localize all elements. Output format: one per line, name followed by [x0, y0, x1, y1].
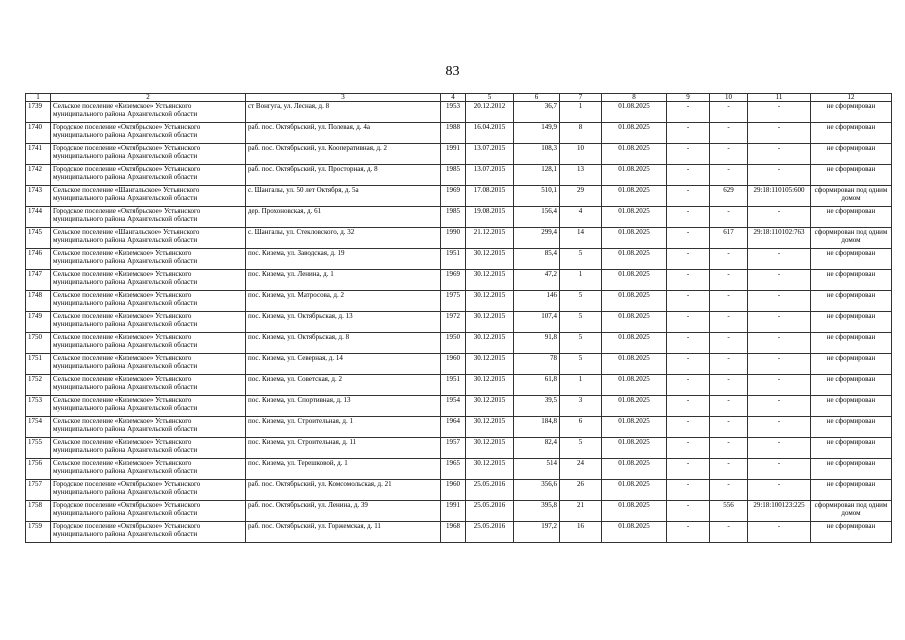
registry-table	[25, 93, 892, 543]
cell-10-cell: -	[710, 291, 748, 312]
municipality-cell: Сельское поселение «Киземское» Устьянского муниципального района Архангельской области	[51, 396, 246, 417]
land-status-cell: не сформирован	[811, 375, 892, 396]
table-row	[26, 249, 892, 270]
municipality-cell: Сельское поселение «Киземское» Устьянского муниципального района Архангельской области	[51, 438, 246, 459]
year-built-cell: 1954	[441, 396, 466, 417]
area-cell: 149,9	[514, 123, 560, 144]
date-recognized-cell: 25.05.2016	[466, 522, 514, 543]
cell-9-cell: -	[667, 501, 710, 522]
municipality-cell: Сельское поселение «Киземское» Устьянского муниципального района Архангельской области	[51, 249, 246, 270]
row-number-cell: 1743	[26, 186, 51, 207]
residents-cell: 5	[560, 312, 602, 333]
municipality-cell: Сельское поселение «Киземское» Устьянского муниципального района Архангельской области	[51, 333, 246, 354]
table-row	[26, 501, 892, 522]
cadastral-number-cell: -	[748, 312, 811, 333]
col-header: 4	[441, 94, 466, 102]
col-header: 1	[26, 94, 51, 102]
row-number-cell: 1749	[26, 312, 51, 333]
area-cell: 128,1	[514, 165, 560, 186]
land-status-cell: не сформирован	[811, 207, 892, 228]
table-row	[26, 228, 892, 249]
cell-10-cell: -	[710, 123, 748, 144]
municipality-cell: Сельское поселение «Киземское» Устьянского муниципального района Архангельской области	[51, 375, 246, 396]
residents-cell: 5	[560, 333, 602, 354]
cell-9-cell: -	[667, 522, 710, 543]
address-cell: ст Вонгуга, ул. Лесная, д. 8	[246, 102, 441, 123]
cadastral-number-cell: -	[748, 207, 811, 228]
cadastral-number-cell: -	[748, 291, 811, 312]
date-recognized-cell: 25.05.2016	[466, 480, 514, 501]
col-header: 3	[246, 94, 441, 102]
deadline-cell: 01.08.2025	[602, 270, 667, 291]
residents-cell: 13	[560, 165, 602, 186]
cell-9-cell: -	[667, 417, 710, 438]
cadastral-number-cell: -	[748, 459, 811, 480]
residents-cell: 14	[560, 228, 602, 249]
table-row	[26, 459, 892, 480]
cell-10-cell: -	[710, 144, 748, 165]
row-number-cell: 1747	[26, 270, 51, 291]
cadastral-number-cell: -	[748, 144, 811, 165]
area-cell: 197,2	[514, 522, 560, 543]
cell-9-cell: -	[667, 438, 710, 459]
residents-cell: 1	[560, 102, 602, 123]
table-row	[26, 480, 892, 501]
date-recognized-cell: 30.12.2015	[466, 333, 514, 354]
residents-cell: 24	[560, 459, 602, 480]
row-number-cell: 1755	[26, 438, 51, 459]
col-header: 11	[748, 94, 811, 102]
area-cell: 107,4	[514, 312, 560, 333]
area-cell: 510,1	[514, 186, 560, 207]
deadline-cell: 01.08.2025	[602, 438, 667, 459]
row-number-cell: 1756	[26, 459, 51, 480]
row-number-cell: 1740	[26, 123, 51, 144]
date-recognized-cell: 30.12.2015	[466, 291, 514, 312]
land-status-cell: не сформирован	[811, 249, 892, 270]
cell-9-cell: -	[667, 312, 710, 333]
land-status-cell: не сформирован	[811, 417, 892, 438]
area-cell: 82,4	[514, 438, 560, 459]
cell-9-cell: -	[667, 354, 710, 375]
year-built-cell: 1950	[441, 333, 466, 354]
land-status-cell: не сформирован	[811, 312, 892, 333]
municipality-cell: Сельское поселение «Киземское» Устьянского муниципального района Архангельской области	[51, 417, 246, 438]
cell-10-cell: -	[710, 312, 748, 333]
address-cell: пос. Кизема, ул. Матросова, д. 2	[246, 291, 441, 312]
cell-10-cell: -	[710, 522, 748, 543]
municipality-cell: Городское поселение «Октябрьское» Устьянского муниципального района Архангельской области	[51, 123, 246, 144]
col-header: 10	[710, 94, 748, 102]
land-status-cell: не сформирован	[811, 438, 892, 459]
cadastral-number-cell: -	[748, 123, 811, 144]
date-recognized-cell: 25.05.2016	[466, 501, 514, 522]
col-header: 5	[466, 94, 514, 102]
municipality-cell: Сельское поселение «Киземское» Устьянского муниципального района Архангельской области	[51, 312, 246, 333]
table-row	[26, 354, 892, 375]
municipality-cell: Сельское поселение «Шангальское» Устьянского муниципального района Архангельской области	[51, 228, 246, 249]
address-cell: пос. Кизема, ул. Ленина, д. 1	[246, 270, 441, 291]
area-cell: 39,5	[514, 396, 560, 417]
area-cell: 395,8	[514, 501, 560, 522]
land-status-cell: сформирован под одним домом	[811, 186, 892, 207]
residents-cell: 16	[560, 522, 602, 543]
address-cell: пос. Кизема, ул. Строительная, д. 1	[246, 417, 441, 438]
municipality-cell: Сельское поселение «Киземское» Устьянского муниципального района Архангельской области	[51, 354, 246, 375]
residents-cell: 1	[560, 270, 602, 291]
cell-10-cell: 629	[710, 186, 748, 207]
table-row	[26, 186, 892, 207]
date-recognized-cell: 17.08.2015	[466, 186, 514, 207]
table-row	[26, 417, 892, 438]
area-cell: 36,7	[514, 102, 560, 123]
row-number-cell: 1758	[26, 501, 51, 522]
area-cell: 184,8	[514, 417, 560, 438]
col-header: 7	[560, 94, 602, 102]
municipality-cell: Городское поселение «Октябрьское» Устьянского муниципального района Архангельской области	[51, 165, 246, 186]
year-built-cell: 1960	[441, 354, 466, 375]
col-header: 9	[667, 94, 710, 102]
cell-10-cell: -	[710, 438, 748, 459]
table-row	[26, 270, 892, 291]
cell-9-cell: -	[667, 207, 710, 228]
row-number-cell: 1759	[26, 522, 51, 543]
table-row	[26, 396, 892, 417]
address-cell: пос. Кизема, ул. Заводская, д. 19	[246, 249, 441, 270]
date-recognized-cell: 13.07.2015	[466, 144, 514, 165]
col-header: 6	[514, 94, 560, 102]
table-row	[26, 333, 892, 354]
area-cell: 47,2	[514, 270, 560, 291]
deadline-cell: 01.08.2025	[602, 354, 667, 375]
cadastral-number-cell: -	[748, 249, 811, 270]
date-recognized-cell: 30.12.2015	[466, 249, 514, 270]
area-cell: 78	[514, 354, 560, 375]
address-cell: пос. Кизема, ул. Спортивная, д. 13	[246, 396, 441, 417]
cell-10-cell: -	[710, 207, 748, 228]
table-row	[26, 144, 892, 165]
deadline-cell: 01.08.2025	[602, 522, 667, 543]
table-row	[26, 438, 892, 459]
table-row	[26, 291, 892, 312]
deadline-cell: 01.08.2025	[602, 228, 667, 249]
residents-cell: 21	[560, 501, 602, 522]
cell-9-cell: -	[667, 375, 710, 396]
year-built-cell: 1985	[441, 207, 466, 228]
address-cell: пос. Кизема, ул. Советская, д. 2	[246, 375, 441, 396]
row-number-cell: 1746	[26, 249, 51, 270]
area-cell: 61,8	[514, 375, 560, 396]
land-status-cell: не сформирован	[811, 123, 892, 144]
residents-cell: 29	[560, 186, 602, 207]
col-header: 12	[811, 94, 892, 102]
cadastral-number-cell: -	[748, 270, 811, 291]
cadastral-number-cell: -	[748, 438, 811, 459]
row-number-cell: 1753	[26, 396, 51, 417]
year-built-cell: 1965	[441, 459, 466, 480]
year-built-cell: 1972	[441, 312, 466, 333]
land-status-cell: не сформирован	[811, 354, 892, 375]
residents-cell: 5	[560, 249, 602, 270]
area-cell: 91,8	[514, 333, 560, 354]
date-recognized-cell: 13.07.2015	[466, 165, 514, 186]
cadastral-number-cell: 29:18:110102:763	[748, 228, 811, 249]
table-row	[26, 123, 892, 144]
address-cell: раб. пос. Октябрьский, ул. Горжемская, д. 11	[246, 522, 441, 543]
land-status-cell: не сформирован	[811, 291, 892, 312]
deadline-cell: 01.08.2025	[602, 144, 667, 165]
cell-9-cell: -	[667, 291, 710, 312]
cadastral-number-cell: -	[748, 417, 811, 438]
address-cell: раб. пос. Октябрьский, ул. Полевая, д. 4а	[246, 123, 441, 144]
land-status-cell: не сформирован	[811, 102, 892, 123]
land-status-cell: не сформирован	[811, 144, 892, 165]
municipality-cell: Городское поселение «Октябрьское» Устьянского муниципального района Архангельской области	[51, 480, 246, 501]
cell-10-cell: -	[710, 270, 748, 291]
row-number-cell: 1739	[26, 102, 51, 123]
residents-cell: 5	[560, 354, 602, 375]
col-header: 8	[602, 94, 667, 102]
date-recognized-cell: 16.04.2015	[466, 123, 514, 144]
land-status-cell: не сформирован	[811, 396, 892, 417]
municipality-cell: Сельское поселение «Киземское» Устьянского муниципального района Архангельской области	[51, 102, 246, 123]
date-recognized-cell: 30.12.2015	[466, 396, 514, 417]
deadline-cell: 01.08.2025	[602, 165, 667, 186]
cell-10-cell: -	[710, 333, 748, 354]
cell-9-cell: -	[667, 102, 710, 123]
municipality-cell: Городское поселение «Октябрьское» Устьянского муниципального района Архангельской области	[51, 501, 246, 522]
cadastral-number-cell: -	[748, 102, 811, 123]
row-number-cell: 1742	[26, 165, 51, 186]
area-cell: 356,6	[514, 480, 560, 501]
year-built-cell: 1991	[441, 501, 466, 522]
deadline-cell: 01.08.2025	[602, 102, 667, 123]
land-status-cell: не сформирован	[811, 522, 892, 543]
row-number-cell: 1757	[26, 480, 51, 501]
address-cell: пос. Кизема, ул. Терешковой, д. 1	[246, 459, 441, 480]
year-built-cell: 1988	[441, 123, 466, 144]
deadline-cell: 01.08.2025	[602, 417, 667, 438]
year-built-cell: 1953	[441, 102, 466, 123]
year-built-cell: 1951	[441, 375, 466, 396]
municipality-cell: Сельское поселение «Киземское» Устьянского муниципального района Архангельской области	[51, 291, 246, 312]
page-number: 83	[445, 64, 460, 79]
residents-cell: 10	[560, 144, 602, 165]
municipality-cell: Сельское поселение «Киземское» Устьянского муниципального района Архангельской области	[51, 459, 246, 480]
land-status-cell: не сформирован	[811, 165, 892, 186]
cadastral-number-cell: -	[748, 333, 811, 354]
deadline-cell: 01.08.2025	[602, 333, 667, 354]
residents-cell: 1	[560, 375, 602, 396]
date-recognized-cell: 30.12.2015	[466, 312, 514, 333]
row-number-cell: 1748	[26, 291, 51, 312]
deadline-cell: 01.08.2025	[602, 480, 667, 501]
cell-9-cell: -	[667, 396, 710, 417]
area-cell: 156,4	[514, 207, 560, 228]
deadline-cell: 01.08.2025	[602, 249, 667, 270]
date-recognized-cell: 30.12.2015	[466, 438, 514, 459]
municipality-cell: Городское поселение «Октябрьское» Устьянского муниципального района Архангельской области	[51, 522, 246, 543]
column-number-row	[26, 94, 892, 102]
cell-10-cell: -	[710, 459, 748, 480]
address-cell: с. Шангалы, ул. 50 лет Октября, д. 5а	[246, 186, 441, 207]
municipality-cell: Сельское поселение «Шангальское» Устьянского муниципального района Архангельской области	[51, 186, 246, 207]
address-cell: раб. пос. Октябрьский, ул. Просторная, д. 8	[246, 165, 441, 186]
row-number-cell: 1752	[26, 375, 51, 396]
cell-10-cell: -	[710, 165, 748, 186]
date-recognized-cell: 21.12.2015	[466, 228, 514, 249]
row-number-cell: 1751	[26, 354, 51, 375]
address-cell: пос. Кизема, ул. Октябрьская, д. 13	[246, 312, 441, 333]
date-recognized-cell: 19.08.2015	[466, 207, 514, 228]
year-built-cell: 1985	[441, 165, 466, 186]
cell-10-cell: 556	[710, 501, 748, 522]
cell-9-cell: -	[667, 123, 710, 144]
year-built-cell: 1990	[441, 228, 466, 249]
cell-9-cell: -	[667, 165, 710, 186]
municipality-cell: Городское поселение «Октябрьское» Устьянского муниципального района Архангельской области	[51, 144, 246, 165]
address-cell: с. Шангалы, ул. Стекловского, д. 32	[246, 228, 441, 249]
table-row	[26, 375, 892, 396]
col-header: 2	[51, 94, 246, 102]
area-cell: 108,3	[514, 144, 560, 165]
land-status-cell: не сформирован	[811, 480, 892, 501]
area-cell: 146	[514, 291, 560, 312]
year-built-cell: 1960	[441, 480, 466, 501]
area-cell: 514	[514, 459, 560, 480]
table-row	[26, 207, 892, 228]
deadline-cell: 01.08.2025	[602, 396, 667, 417]
residents-cell: 8	[560, 123, 602, 144]
cell-10-cell: -	[710, 396, 748, 417]
cell-9-cell: -	[667, 228, 710, 249]
deadline-cell: 01.08.2025	[602, 312, 667, 333]
municipality-cell: Сельское поселение «Киземское» Устьянского муниципального района Архангельской области	[51, 270, 246, 291]
residents-cell: 5	[560, 438, 602, 459]
deadline-cell: 01.08.2025	[602, 186, 667, 207]
date-recognized-cell: 30.12.2015	[466, 354, 514, 375]
date-recognized-cell: 30.12.2015	[466, 270, 514, 291]
address-cell: раб. пос. Октябрьский, ул. Ленина, д. 39	[246, 501, 441, 522]
deadline-cell: 01.08.2025	[602, 123, 667, 144]
deadline-cell: 01.08.2025	[602, 207, 667, 228]
row-number-cell: 1741	[26, 144, 51, 165]
cell-9-cell: -	[667, 186, 710, 207]
cell-10-cell: -	[710, 480, 748, 501]
year-built-cell: 1969	[441, 186, 466, 207]
address-cell: пос. Кизема, ул. Строительная, д. 11	[246, 438, 441, 459]
land-status-cell: не сформирован	[811, 333, 892, 354]
municipality-cell: Городское поселение «Октябрьское» Устьянского муниципального района Архангельской области	[51, 207, 246, 228]
cell-9-cell: -	[667, 333, 710, 354]
year-built-cell: 1951	[441, 249, 466, 270]
address-cell: пос. Кизема, ул. Октябрьская, д. 8	[246, 333, 441, 354]
cadastral-number-cell: -	[748, 375, 811, 396]
cell-9-cell: -	[667, 480, 710, 501]
residents-cell: 5	[560, 291, 602, 312]
land-status-cell: не сформирован	[811, 270, 892, 291]
table-body	[26, 94, 892, 543]
cadastral-number-cell: -	[748, 354, 811, 375]
date-recognized-cell: 30.12.2015	[466, 375, 514, 396]
residents-cell: 4	[560, 207, 602, 228]
year-built-cell: 1991	[441, 144, 466, 165]
cadastral-number-cell: 29:18:110105:600	[748, 186, 811, 207]
row-number-cell: 1754	[26, 417, 51, 438]
cell-10-cell: -	[710, 354, 748, 375]
address-cell: раб. пос. Октябрьский, ул. Кооперативная, д. 2	[246, 144, 441, 165]
residents-cell: 6	[560, 417, 602, 438]
date-recognized-cell: 30.12.2015	[466, 417, 514, 438]
deadline-cell: 01.08.2025	[602, 459, 667, 480]
deadline-cell: 01.08.2025	[602, 375, 667, 396]
row-number-cell: 1750	[26, 333, 51, 354]
row-number-cell: 1745	[26, 228, 51, 249]
date-recognized-cell: 30.12.2015	[466, 459, 514, 480]
cell-9-cell: -	[667, 144, 710, 165]
table-row	[26, 165, 892, 186]
deadline-cell: 01.08.2025	[602, 501, 667, 522]
table-row	[26, 312, 892, 333]
cadastral-number-cell: -	[748, 396, 811, 417]
year-built-cell: 1969	[441, 270, 466, 291]
residents-cell: 26	[560, 480, 602, 501]
cell-10-cell: -	[710, 417, 748, 438]
row-number-cell: 1744	[26, 207, 51, 228]
cadastral-number-cell: -	[748, 480, 811, 501]
date-recognized-cell: 20.12.2012	[466, 102, 514, 123]
cadastral-number-cell: -	[748, 165, 811, 186]
cell-10-cell: -	[710, 249, 748, 270]
year-built-cell: 1968	[441, 522, 466, 543]
table-row	[26, 102, 892, 123]
address-cell: раб. пос. Октябрьский, ул. Комсомольская, д. 21	[246, 480, 441, 501]
address-cell: пос. Кизема, ул. Северная, д. 14	[246, 354, 441, 375]
residents-cell: 3	[560, 396, 602, 417]
land-status-cell: сформирован под одним домом	[811, 501, 892, 522]
year-built-cell: 1964	[441, 417, 466, 438]
cell-9-cell: -	[667, 249, 710, 270]
cadastral-number-cell: -	[748, 522, 811, 543]
year-built-cell: 1957	[441, 438, 466, 459]
cell-10-cell: -	[710, 102, 748, 123]
table-row	[26, 522, 892, 543]
deadline-cell: 01.08.2025	[602, 291, 667, 312]
land-status-cell: не сформирован	[811, 459, 892, 480]
area-cell: 85,4	[514, 249, 560, 270]
cell-9-cell: -	[667, 270, 710, 291]
cell-10-cell: -	[710, 375, 748, 396]
year-built-cell: 1975	[441, 291, 466, 312]
cell-9-cell: -	[667, 459, 710, 480]
cell-10-cell: 617	[710, 228, 748, 249]
area-cell: 299,4	[514, 228, 560, 249]
cadastral-number-cell: 29:18:100123:225	[748, 501, 811, 522]
land-status-cell: сформирован под одним домом	[811, 228, 892, 249]
address-cell: дер. Прохоновская, д. 61	[246, 207, 441, 228]
